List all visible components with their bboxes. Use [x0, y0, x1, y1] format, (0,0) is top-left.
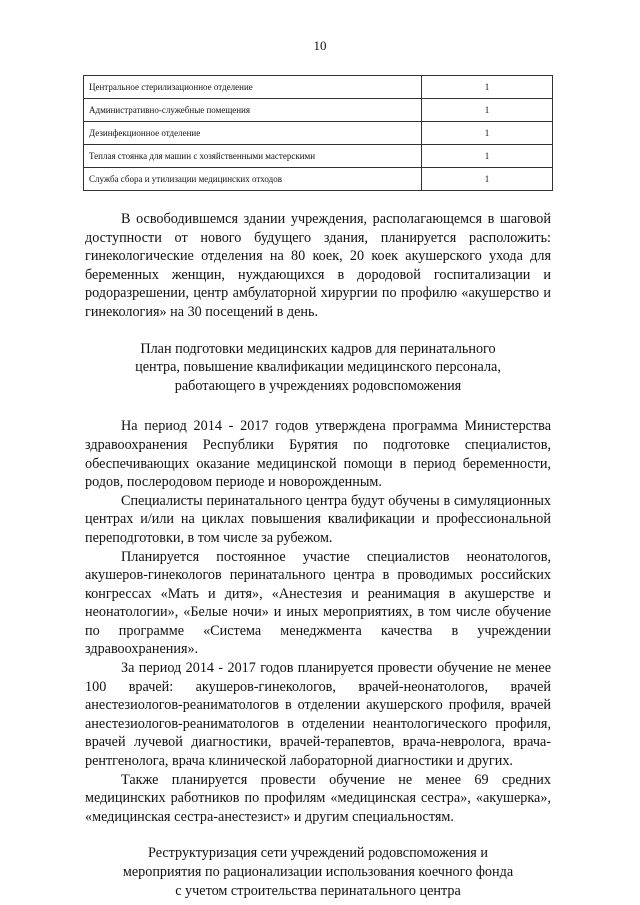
facility-name: Административно-служебные помещения — [84, 99, 422, 122]
facility-name: Теплая стоянка для машин с хозяйственными мастерскими — [84, 145, 422, 168]
facility-name: Дезинфекционное отделение — [84, 122, 422, 145]
body-paragraph: За период 2014 - 2017 годов планируется провести обучение не менее 100 врачей: акушеров-гинекологов, врачей-неонатологов, врачей анестезиологов-реаниматологов в отделении акушерского профиля, врачей анестезиологов-реаниматологов в отделении неантологического профиля, врачей лучевой диагностики, врачей-терапевтов, врача-невролога, врача-рентгенолога, врача клинической лабораторной диагностики и других. — [85, 660, 551, 770]
section-heading-restructuring — [85, 844, 551, 900]
facility-name: Центральное стерилизационное отделение — [84, 76, 422, 99]
heading-line: Реструктуризация сети учреждений родовспоможения и — [148, 845, 488, 862]
section-heading-staff-training — [85, 340, 551, 396]
facility-count: 1 — [422, 168, 553, 191]
heading-line: центра, повышение квалификации медицинского персонала, — [135, 359, 501, 376]
table-row — [84, 99, 553, 122]
table-row — [84, 168, 553, 191]
body-paragraph: Планируется постоянное участие специалистов неонатологов, акушеров-гинекологов перинатального центра в проводимых российских конгрессах «Мать и дитя», «Анестезия и реанимация в акушерстве и неонатологии», «Белые ночи» и иных мероприятиях, в том числе обучение по программе «Система менеджмента качества в учреждении здравоохранения». — [85, 548, 551, 658]
heading-line: План подготовки медицинских кадров для перинатального — [140, 340, 496, 357]
table-row — [84, 122, 553, 145]
heading-line: мероприятия по рационализации использования коечного фонда — [122, 864, 514, 880]
intro-paragraph: В освободившемся здании учреждения, располагающемся в шаговой доступности от нового будущего здания, планируется расположить: гинекологические отделения на 80 коек, 20 коек акушерского ухода для беременных женщин, нуждающихся в дородовой госпитализации и родоразрешении, центр амбулаторной хирургии по профилю «акушерство и гинекология» на 30 посещений в день. — [85, 211, 551, 320]
heading-line: работающего в учреждениях родовспоможения — [174, 377, 462, 394]
body-paragraph: На период 2014 - 2017 годов утверждена программа Министерства здравоохранения Республики Бурятия по подготовке специалистов, обеспечивающих оказание медицинской помощи в период беременности, родов, послеродовом периоде и новорожденным. — [85, 418, 551, 491]
heading-line: с учетом строительства перинатального центра — [175, 882, 461, 899]
facility-count: 1 — [422, 122, 553, 145]
facility-name: Служба сбора и утилизации медицинских отходов — [84, 168, 422, 191]
facility-count: 1 — [422, 76, 553, 99]
table-row — [84, 76, 553, 99]
body-paragraph: Специалисты перинатального центра будут обучены в симуляционных центрах и/или на циклах повышения квалификации и профессиональной переподготовки, в том числе за рубежом. — [85, 492, 551, 546]
body-paragraph: Также планируется провести обучение не менее 69 средних медицинских работников по профилям «медицинская сестра», «акушерка», «медицинская сестра-анестезист» и другим специальностям. — [85, 771, 551, 825]
facility-count: 1 — [422, 99, 553, 122]
facility-count: 1 — [422, 145, 553, 168]
table-row — [84, 145, 553, 168]
page-number: 10 — [313, 38, 327, 53]
document-body — [85, 210, 551, 900]
facilities-table — [83, 75, 553, 191]
